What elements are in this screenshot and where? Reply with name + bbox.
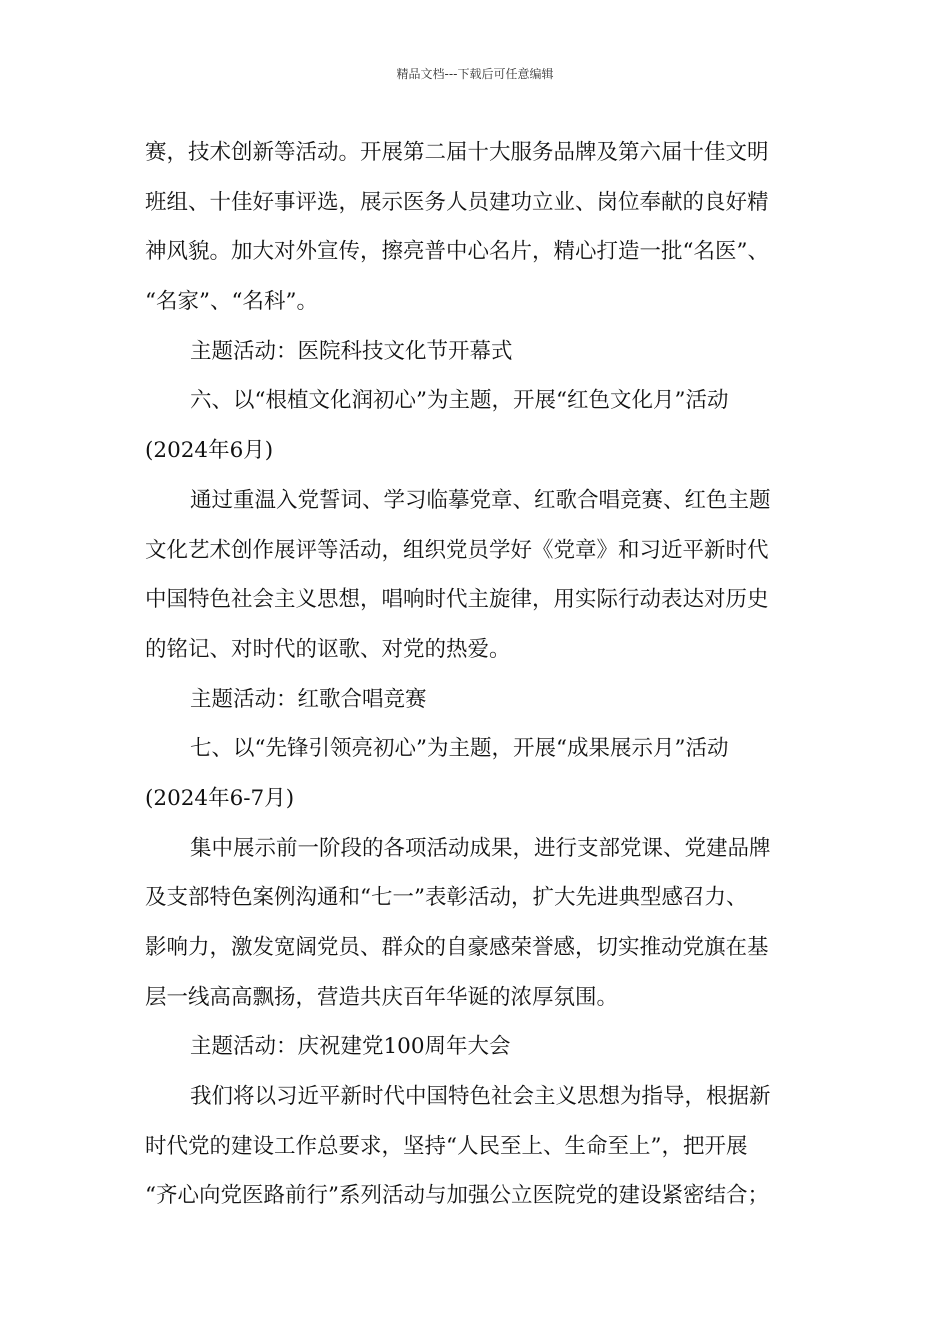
text-line: 中国特色社会主义思想，唱响时代主旋律，用实际行动表达对历史 <box>145 587 769 613</box>
text-line: 赛，技术创新等活动。开展第二届十大服务品牌及第六届十佳文明 <box>145 140 769 165</box>
page-header: 精品文档---下载后可任意编辑 <box>396 67 554 81</box>
theme-activity-line: 主题活动：庆祝建党100周年大会 <box>190 1034 511 1060</box>
theme-activity-line: 主题活动：红歌合唱竞赛 <box>190 686 427 712</box>
text-line: 集中展示前一阶段的各项活动成果，进行支部党课、党建品牌 <box>190 835 771 861</box>
text-line: “名家”、“名科”。 <box>145 289 318 315</box>
text-line: 影响力，激发宽阔党员、群众的自豪感荣誉感，切实推动党旗在基 <box>145 935 769 960</box>
section-heading-six: 六、以“根植文化润初心”为主题，开展“红色文化月”活动 <box>190 388 729 414</box>
text-line: 及支部特色案例沟通和“七一”表彰活动，扩大先进典型感召力、 <box>145 885 748 911</box>
theme-activity-line: 主题活动：医院科技文化节开幕式 <box>190 338 513 364</box>
text-line: 时代党的建设工作总要求，坚持“人民至上、生命至上”，把开展 <box>145 1133 748 1159</box>
document-body <box>145 128 813 1221</box>
text-line: 文化艺术创作展评等活动，组织党员学好《党章》和习近平新时代 <box>145 537 769 563</box>
section-heading-seven: 七、以“先锋引领亮初心”为主题，开展“成果展示月”活动 <box>190 736 729 762</box>
text-line: 班组、十佳好事评选，展示医务人员建功立业、岗位奉献的良好精 <box>145 189 769 215</box>
text-line: 的铭记、对时代的讴歌、对党的热爱。 <box>145 636 511 662</box>
text-line: “齐心向党医路前行”系列活动与加强公立医院党的建设紧密结合； <box>145 1183 769 1209</box>
section-date: (2024年6月) <box>145 438 274 464</box>
text-line: 通过重温入党誓词、学习临摹党章、红歌合唱竞赛、红色主题 <box>190 487 771 513</box>
text-line: 我们将以习近平新时代中国特色社会主义思想为指导，根据新 <box>190 1084 771 1110</box>
section-date: (2024年6-7月) <box>145 785 295 811</box>
text-line: 层一线高高飘扬，营造共庆百年华诞的浓厚氛围。 <box>145 984 619 1010</box>
text-line: 神风貌。加大对外宣传，擦亮普中心名片，精心打造一批“名医”、 <box>145 239 769 265</box>
